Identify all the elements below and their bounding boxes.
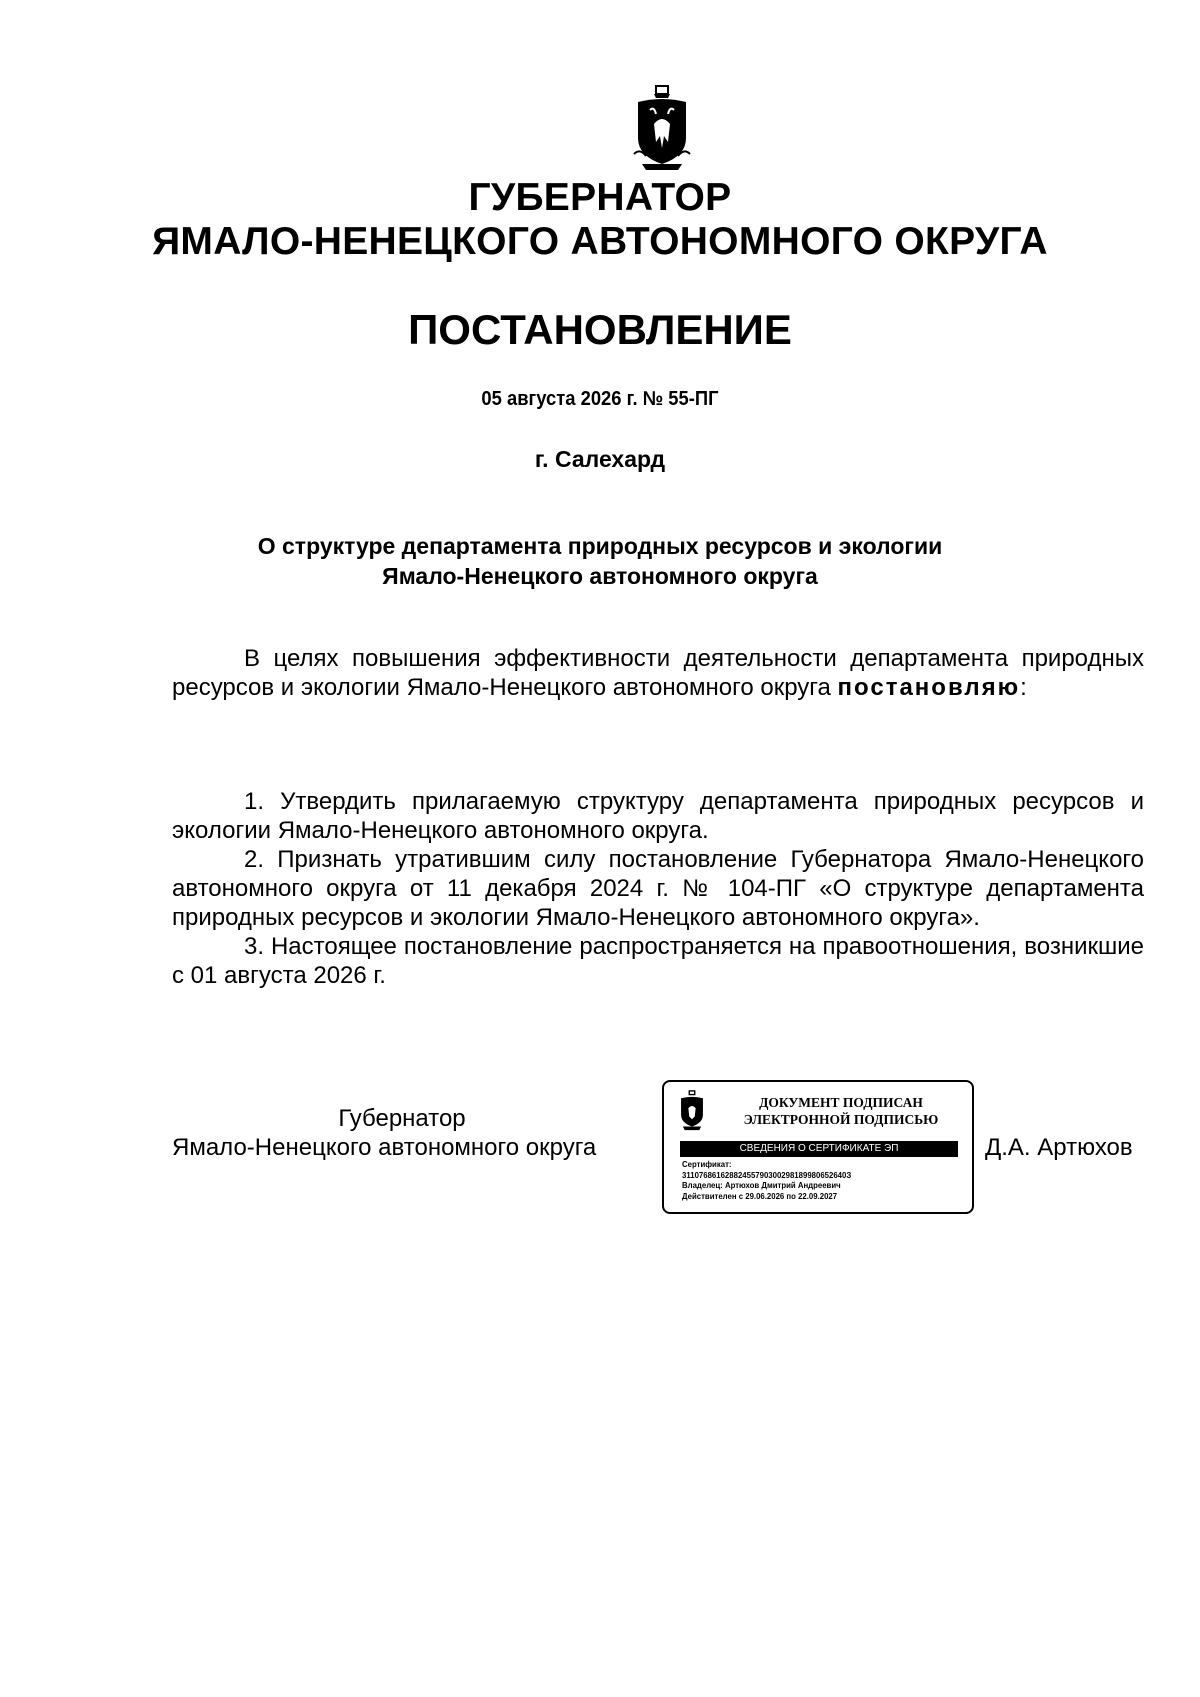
- stamp-emblem-icon: [678, 1090, 706, 1132]
- certificate-number: 31107686162882455790300298189980652640З: [682, 1170, 852, 1180]
- signatory-position-line2: Ямало-Ненецкого автономного округа: [172, 1134, 597, 1161]
- document-date-number: 05 августа 2026 г. № 55-ПГ: [481, 388, 719, 410]
- stamp-heading-line1: ДОКУМЕНТ ПОДПИСАН: [759, 1095, 923, 1110]
- certificate-label: Сертификат:: [682, 1160, 732, 1169]
- document-subject-line1: О структуре департамента природных ресурсов и экологии: [257, 533, 943, 559]
- decree-word: постановляю: [837, 674, 1021, 701]
- signatory-position: [172, 1104, 642, 1162]
- signer-name: Д.А. Артюхов: [985, 1134, 1133, 1161]
- stamp-heading-line2: ЭЛЕКТРОННОЙ ПОДПИСЬЮ: [743, 1112, 939, 1127]
- document-subject-line2: Ямало-Ненецкого автономного округа: [382, 563, 818, 589]
- signatory-position-line1: Губернатор: [338, 1105, 466, 1132]
- authority-title-line1: ГУБЕРНАТОР: [468, 176, 732, 219]
- decree-item-2: 2. Признать утратившим силу постановление Губернатора Ямало-Ненецкого автономного округа от 11 декабря 2024 г. № 104-ПГ «О структуре департамента природных ресурсов и экологии Ямало-Ненецкого автономного округа».: [172, 846, 1144, 931]
- stamp-heading: [716, 1094, 966, 1128]
- preamble-paragraph: [172, 644, 1144, 702]
- document-type: ПОСТАНОВЛЕНИЕ: [408, 306, 792, 353]
- preamble: [172, 644, 1144, 702]
- document-city: г. Салехард: [534, 446, 666, 472]
- decree-item-3: 3. Настоящее постановление распространяется на правоотношения, возникшие с 01 августа 2026 г.: [172, 933, 1144, 989]
- decree-items: [172, 787, 1144, 990]
- preamble-text: В целях повышения эффективности деятельности департамента природных ресурсов и экологии Ямало-Ненецкого автономного округа: [172, 645, 1144, 701]
- electronic-signature-stamp: [662, 1080, 974, 1214]
- certificate-owner: Владелец: Артюхов Дмитрий Андреевич: [682, 1181, 841, 1190]
- decree-item-1: 1. Утвердить прилагаемую структуру департамента природных ресурсов и экологии Ямало-Ненецкого автономного округа.: [172, 788, 1144, 844]
- stamp-certificate-info: [682, 1160, 967, 1202]
- stamp-certificate-bar: СВЕДЕНИЯ О СЕРТИФИКАТЕ ЭП: [680, 1141, 958, 1157]
- coat-of-arms-icon: [632, 84, 692, 176]
- decree-colon: :: [1020, 674, 1027, 701]
- certificate-validity: Действителен с 29.06.2026 по 22.09.2027: [682, 1191, 838, 1201]
- authority-title-line2: ЯМАЛО-НЕНЕЦКОГО АВТОНОМНОГО ОКРУГА: [152, 220, 1048, 263]
